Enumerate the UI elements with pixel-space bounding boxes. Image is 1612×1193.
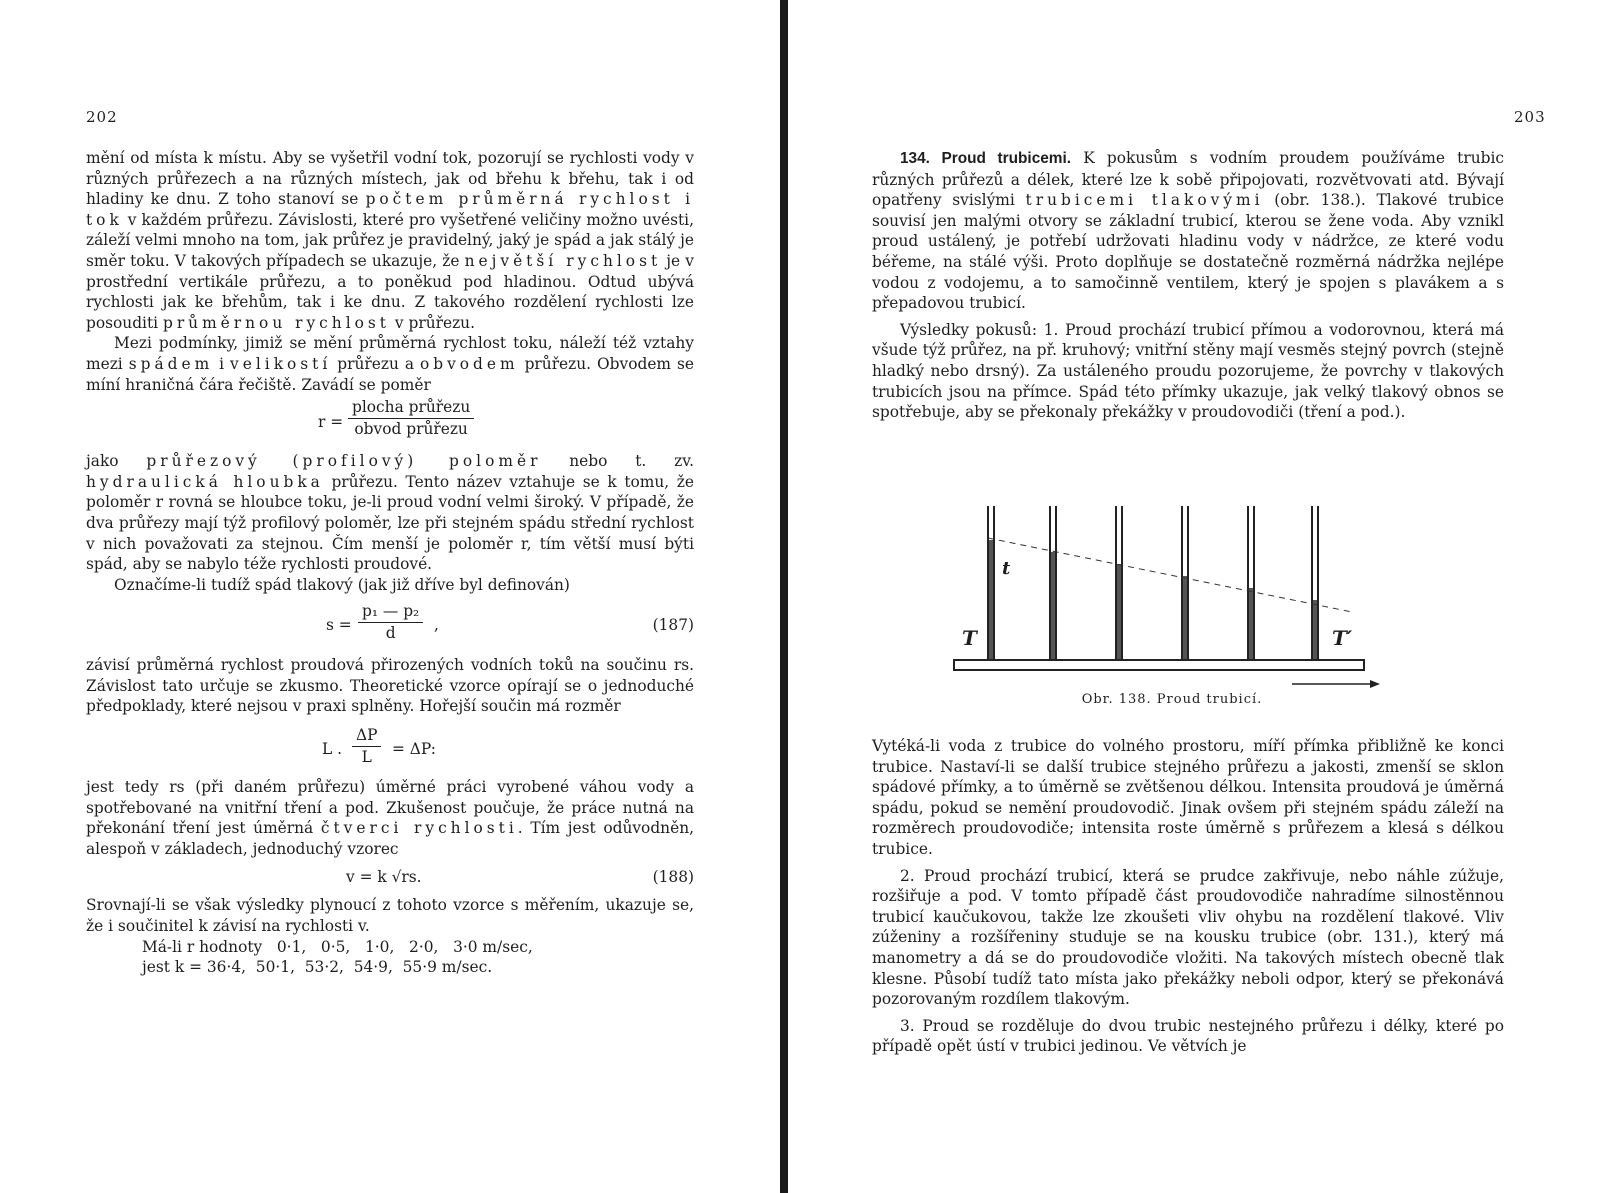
pipe-diagram — [952, 500, 1392, 690]
right-text-block-bottom — [872, 736, 1504, 1057]
left-paragraph-4: Označíme-li tudíž spád tlakový (jak již dříve byl definován) — [114, 575, 570, 594]
section-heading: 134. Proud trubicemi. — [900, 150, 1072, 167]
figure-label-T: T — [962, 626, 977, 650]
flow-arrowhead — [1370, 680, 1380, 688]
page-number-right: 203 — [1514, 108, 1546, 126]
left-text-block — [86, 148, 694, 978]
formula-188: v = k √rs. (188) — [346, 868, 694, 887]
right-paragraph-2: Výsledky pokusů: 1. Proud prochází trubicí přímou a vodorovnou, která má všude týž průřez, na př. kruhový; vnitřní stěny mají vesměs stejný povrch (stejně hladký nebo drsný). Za ustáleného proudu pozorujeme, že povrchy v tlakových trubicích jsou na přímce. Spád této přímky ukazuje, jak velký tlakový obnos se spotřebuje, aby se překonaly překážky v proudovodiči (tření a pod.). — [872, 320, 1504, 422]
left-paragraph-3: jako průřezový (profilový) poloměr nebo t. zv. hydraulická hloubka průřezu. Tento název vztahuje se k tomu, že poloměr r rovná se hloubce toku, je-li proud vodní velmi široký. V případě, že dva průřezy mají týž profilový poloměr, lze při stejném spádu střední rychlost v nich považovati za stejnou. Čím menší je poloměr r, tím větší musí býti spád, aby se nabylo téže rychlosti proudové. — [86, 452, 695, 574]
pressure-gradient-line — [988, 538, 1352, 612]
figure-label-t: t — [1002, 558, 1011, 579]
right-paragraph-5: 3. Proud se rozděluje do dvou trubic nestejného průřezu i délky, které po případě opět ústí v trubici jedinou. Ve větvích je — [872, 1016, 1504, 1056]
equation-number-188: (188) — [652, 868, 694, 887]
left-paragraph-2: Mezi podmínky, jimiž se mění průměrná rychlost toku, náleží též vztahy mezi spádem i velikostí průřezu a obvodem průřezu. Obvodem se míní hraničná čára řečiště. Zavádí se poměr — [86, 334, 694, 394]
equation-number-187: (187) — [652, 616, 694, 635]
water-columns — [989, 540, 1317, 660]
figure-138 — [952, 500, 1392, 710]
left-paragraph-1: mění od místa k místu. Aby se vyšetřil vodní tok, pozorují se rychlosti vody v různých průřezech a na různých místech, jak od břehu k břehu, tak i od hladiny ke dnu. Z toho stanoví se počtem průměrná rychlost i tok v každém průřezu. Závislosti, které pro vyšetřené veličiny možno uvésti, záleží velmi mnoho na tom, jak průřez je pravidelný, jaký je spád a jak stálý je směr toku. V takových případech se ukazuje, že největší rychlost je v prostřední vertikále průřezu, a to poněkud pod hladinou. Odtud ubývá rychlosti jak ke břehům, tak i ke dnu. Z takového rozdělení rychlosti lze posouditi průměrnou rychlost v průřezu. — [86, 149, 694, 332]
right-text-block-top — [872, 148, 1504, 423]
right-paragraph-3: Vytéká-li voda z trubice do volného prostoru, míří přímka přibližně ke konci trubice. Nastaví-li se další trubice stejného průřezu a jakosti, zmenší se sklon spádové přímky, a to úměrně se zvětšenou délkou. Intensita proudová je úměrná spádu, pokud se nemění proudovodič. Jinak ovšem při stejném spádu záleží na rozměrech proudovodiče; intensita roste úměrně s průřezem a klesá s délkou trubice. — [872, 737, 1504, 858]
formula-dimension: L . $\frac{\Delta P}{L}$ = ΔP: — [322, 726, 436, 766]
right-paragraph-1: 134. Proud trubicemi. K pokusům s vodním proudem používáme trubic různých průřezů a délek, které lze k sobě připojovati, rozvětvovati atd. Bývají opatřeny svislými trubicemi tlakovými (obr. 138.). Tlakové trubice souvisí jen malými otvory se základní trubicí, kterou se žene voda. Aby vznikl proud ustálený, je potřebí udržovati hladinu vody v nádržce, ze které vodu béřeme, na stálé výši. Proto doplňuje se dostatečně rozměrná nádržka nejlépe vodou z vodojemu, a to samočinně ventilem, který je spojen s plavákem a s přepadovou trubicí. — [872, 149, 1505, 313]
values-row-r: Má-li r hodnoty 0·1, 0·5, 1·0, 2·0, 3·0 m/sec, — [142, 937, 533, 956]
pressure-tubes — [988, 506, 1318, 660]
right-paragraph-4: 2. Proud prochází trubicí, která se prudce zakřivuje, nebo náhle zúžuje, rozšiřuje a pod. V tomto případě část proudovodiče nahradíme silnostěnnou trubicí kaučukovou, takže lze zkoušeti vliv ohybu na rozdělení tlakové. Vliv zúženiny a rozšířeniny studuje se na kousku trubice (obr. 131.), který má manometry a dá se do proudovodiče vložiti. Na takových místech obecně tlak klesne. Působí tudíž tato místa jako překážky neboli odpor, který se překonává pozorovaným rozdílem tlakovým. — [872, 866, 1504, 1009]
formula-hydraulic-radius: r = plocha průřezu obvod průřezu — [86, 395, 694, 451]
left-paragraph-6: jest tedy rs (při daném průřezu) úměrné práci vyrobené váhou vody a spotřebované na vnitřní tření a pod. Zkušenost poučuje, že práce nutná na překonání tření jest úměrná čtverci rychlosti. Tím jest odůvodněn, alespoň v základech, jednoduchý vzorec — [86, 778, 694, 858]
formula-187: s = $\frac{\text{p₁ — p₂}}{d}$ , (187) — [326, 602, 694, 642]
left-page — [0, 0, 782, 1193]
page-number-left: 202 — [86, 108, 118, 126]
left-paragraph-7: Srovnají-li se však výsledky plynoucí z tohoto vzorce s měřením, ukazuje se, že i součinitel k závisí na rychlosti v. — [86, 896, 694, 936]
right-page — [788, 0, 1612, 1193]
figure-caption: Obr. 138. Proud trubicí. — [1081, 692, 1263, 707]
left-paragraph-5: závisí průměrná rychlost proudová přirozených vodních toků na součinu rs. Závislost tato určuje se zkusmo. Theoretické vzorce opírají se o jednoduché předpoklady, které nejsou v praxi splněny. Hořejší součin má rozměr — [86, 656, 694, 716]
main-pipe — [954, 660, 1364, 670]
values-row-k: jest k = 36·4, 50·1, 53·2, 54·9, 55·9 m/sec. — [142, 958, 493, 977]
book-gutter — [780, 0, 788, 1193]
figure-label-T-prime: T′ — [1332, 626, 1353, 650]
